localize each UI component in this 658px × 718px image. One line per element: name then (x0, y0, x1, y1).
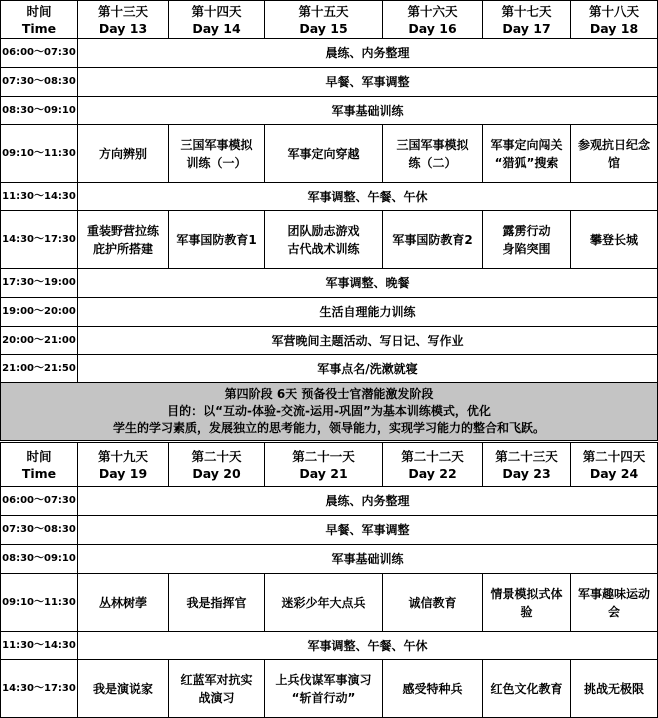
activity-cell: 军事点名/洗漱就寝 (78, 355, 658, 383)
day-header: 第二十二天 Day 22 (383, 443, 483, 487)
table-row (1, 125, 658, 183)
activity-cell: 三国军事模拟 训练（一） (169, 125, 265, 183)
activity-cell: 军事定向闯关 “猎狐”搜索 (483, 125, 571, 183)
activity-cell: 军事调整、午餐、午休 (78, 183, 658, 211)
activity-cell: 军事国防教育1 (169, 211, 265, 269)
time-slot: 07:30～08:30 (1, 516, 78, 545)
table-row (1, 39, 658, 68)
time-slot: 20:00～21:00 (1, 327, 78, 355)
activity-cell: 我是演说家 (78, 660, 169, 718)
table-row (1, 545, 658, 574)
day-header: 第十四天 Day 14 (169, 1, 265, 39)
table-row (1, 68, 658, 97)
schedule-table-days-19-24 (0, 442, 658, 718)
activity-cell: 军事基础训练 (78, 97, 658, 125)
table-row (1, 660, 658, 718)
activity-cell: 我是指挥官 (169, 574, 265, 632)
activity-cell: 上兵伐谋军事演习 “斩首行动” (265, 660, 383, 718)
activity-cell: 攀登长城 (571, 211, 658, 269)
activity-cell: 军事国防教育2 (383, 211, 483, 269)
activity-cell: 迷彩少年大点兵 (265, 574, 383, 632)
day-header: 第二十四天 Day 24 (571, 443, 658, 487)
activity-cell: 军事调整、午餐、午休 (78, 632, 658, 660)
time-header: 时间 Time (1, 443, 78, 487)
time-slot: 14:30～17:30 (1, 660, 78, 718)
time-slot: 06:00～07:30 (1, 487, 78, 516)
activity-cell: 情景模拟式体 验 (483, 574, 571, 632)
time-slot: 08:30～09:10 (1, 97, 78, 125)
day-header: 第十九天 Day 19 (78, 443, 169, 487)
activity-cell: 团队励志游戏 古代战术训练 (265, 211, 383, 269)
time-slot: 21:00～21:50 (1, 355, 78, 383)
table-header-row (1, 443, 658, 487)
activity-cell: 重装野营拉练 庇护所搭建 (78, 211, 169, 269)
phase-banner-row (1, 383, 658, 441)
activity-cell: 红色文化教育 (483, 660, 571, 718)
table-header-row (1, 1, 658, 39)
table-row (1, 298, 658, 327)
activity-cell: 生活自理能力训练 (78, 298, 658, 327)
time-slot: 09:10～11:30 (1, 574, 78, 632)
activity-cell: 早餐、军事调整 (78, 516, 658, 545)
activity-cell: 军事基础训练 (78, 545, 658, 574)
time-slot: 14:30～17:30 (1, 211, 78, 269)
time-slot: 08:30～09:10 (1, 545, 78, 574)
activity-cell: 参观抗日纪念 馆 (571, 125, 658, 183)
table-row (1, 327, 658, 355)
activity-cell: 军事趣味运动 会 (571, 574, 658, 632)
activity-cell: 红蓝军对抗实 战演习 (169, 660, 265, 718)
table-row (1, 632, 658, 660)
day-header: 第十六天 Day 16 (383, 1, 483, 39)
table-row (1, 574, 658, 632)
table-row (1, 211, 658, 269)
table-row (1, 355, 658, 383)
phase-goal-continued: 学生的学习素质，发展独立的思考能力，领导能力，实现学习能力的整合和飞跃。 (112, 421, 545, 435)
activity-cell: 晨练、内务整理 (78, 39, 658, 68)
phase-banner (1, 383, 658, 441)
activity-cell: 露雳行动 身陷突围 (483, 211, 571, 269)
table-row (1, 269, 658, 298)
day-header: 第十八天 Day 18 (571, 1, 658, 39)
time-slot: 11:30～14:30 (1, 632, 78, 660)
activity-cell: 挑战无极限 (571, 660, 658, 718)
phase-goal: 目的：以“互动-体验-交流-运用-巩固”为基本训练模式，优化 (167, 404, 491, 418)
activity-cell: 军事调整、晚餐 (78, 269, 658, 298)
time-slot: 06:00～07:30 (1, 39, 78, 68)
activity-cell: 军营晚间主题活动、写日记、写作业 (78, 327, 658, 355)
day-header: 第二十一天 Day 21 (265, 443, 383, 487)
time-header: 时间 Time (1, 1, 78, 39)
day-header: 第二十天 Day 20 (169, 443, 265, 487)
activity-cell: 诚信教育 (383, 574, 483, 632)
day-header: 第十七天 Day 17 (483, 1, 571, 39)
time-slot: 11:30～14:30 (1, 183, 78, 211)
phase-title: 第四阶段 6天 预备役士官潜能激发阶段 (224, 387, 434, 401)
day-header: 第二十三天 Day 23 (483, 443, 571, 487)
table-row (1, 516, 658, 545)
activity-cell: 方向辨别 (78, 125, 169, 183)
activity-cell: 早餐、军事调整 (78, 68, 658, 97)
activity-cell: 丛林树荸 (78, 574, 169, 632)
day-header: 第十三天 Day 13 (78, 1, 169, 39)
time-slot: 19:00～20:00 (1, 298, 78, 327)
table-row (1, 97, 658, 125)
activity-cell: 晨练、内务整理 (78, 487, 658, 516)
time-slot: 17:30～19:00 (1, 269, 78, 298)
day-header: 第十五天 Day 15 (265, 1, 383, 39)
time-slot: 07:30～08:30 (1, 68, 78, 97)
activity-cell: 军事定向穿越 (265, 125, 383, 183)
table-row (1, 183, 658, 211)
activity-cell: 感受特种兵 (383, 660, 483, 718)
activity-cell: 三国军事模拟 练（二） (383, 125, 483, 183)
time-slot: 09:10～11:30 (1, 125, 78, 183)
table-row (1, 487, 658, 516)
